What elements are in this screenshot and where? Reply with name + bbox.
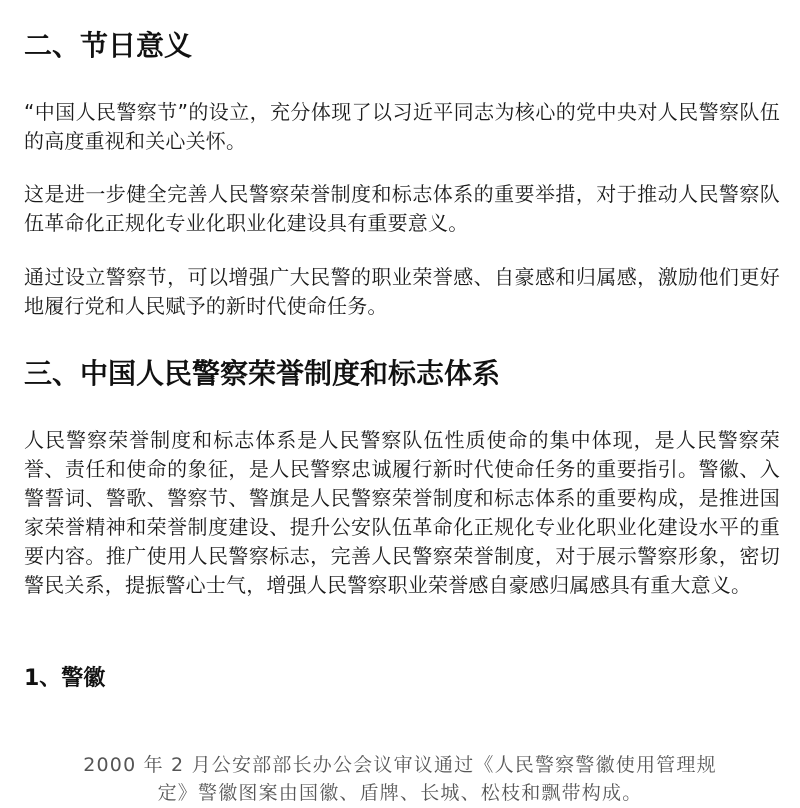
emblem-caption-line-1: 2000 年 2 月公安部部长办公会议审议通过《人民警察警徽使用管理规 xyxy=(83,754,717,776)
paragraph-police-sense-of-honor: 通过设立警察节，可以增强广大民警的职业荣誉感、自豪感和归属感，激励他们更好地履行党和人民赋予的新时代使命任务。 xyxy=(24,265,780,318)
emblem-caption-line-2: 定》警徽图案由国徽、盾牌、长城、松枝和飘带构成。 xyxy=(157,782,643,804)
section-heading-honor-and-symbol-system: 三、中国人民警察荣誉制度和标志体系 xyxy=(24,357,501,390)
section-heading-festival-meaning: 二、节日意义 xyxy=(24,29,193,62)
paragraph-honor-system-measure: 这是进一步健全完善人民警察荣誉制度和标志体系的重要举措，对于推动人民警察队伍革命化正规化专业化职业化建设具有重要意义。 xyxy=(24,182,780,235)
subsection-heading-police-emblem: 1、警徽 xyxy=(24,666,106,691)
paragraph-festival-establishment: “中国人民警察节”的设立，充分体现了以习近平同志为核心的党中央对人民警察队伍的高度重视和关心关怀。 xyxy=(24,100,780,153)
paragraph-honor-system-description: 人民警察荣誉制度和标志体系是人民警察队伍性质使命的集中体现，是人民警察荣誉、责任和使命的象征，是人民警察忠诚履行新时代使命任务的重要指引。警徽、入警誓词、警歌、警察节、警旗是人民警察荣誉制度和标志体系的重要构成，是推进国家荣誉精神和荣誉制度建设、提升公安队伍革命化正规化专业化职业化建设水平的重要内容。推广使用人民警察标志，完善人民警察荣誉制度，对于展示警察形象，密切警民关系，提振警心士气，增强人民警察职业荣誉感自豪感归属感具有重大意义。 xyxy=(24,428,780,597)
